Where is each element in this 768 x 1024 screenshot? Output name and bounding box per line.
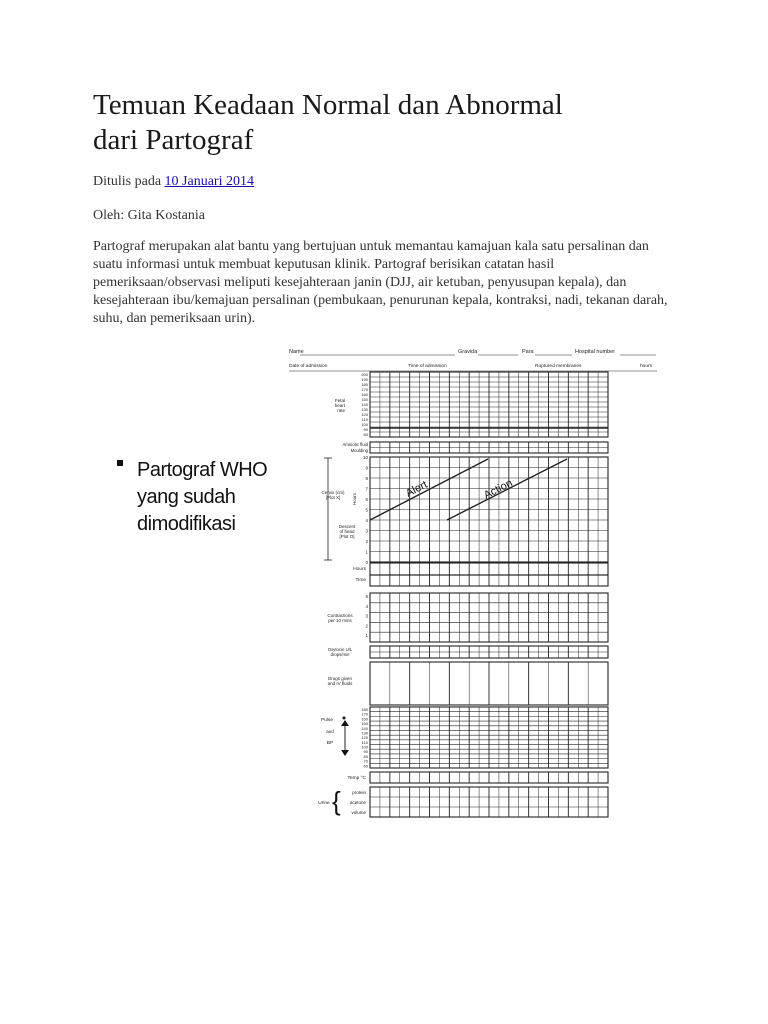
figure-caption <box>117 457 267 538</box>
urine-row-label: volume <box>351 810 366 815</box>
cervix-tick-label: 10 <box>362 455 368 460</box>
header-gravida: Gravida <box>458 349 478 355</box>
temp-label: Temp °C <box>347 776 366 781</box>
header-hours: hours <box>640 364 652 369</box>
cervix-tick-label: 3 <box>365 528 368 534</box>
descent-axis-label: [Plot O] <box>339 534 355 539</box>
caption-line-1: Partograf WHO <box>137 459 268 481</box>
article-title-line-2: dari Partograf <box>93 124 254 156</box>
pulse-tick-label: 130 <box>361 730 368 736</box>
pulse-tick-label: 160 <box>361 716 368 722</box>
pulse-tick-label: 100 <box>361 744 368 750</box>
bp-label: BP <box>326 741 334 746</box>
bullet-icon <box>117 460 123 466</box>
pulse-tick-label: 180 <box>361 707 368 712</box>
cervix-tick-label: 9 <box>365 465 368 471</box>
header-ruptured: Ruptured membranes <box>535 364 582 369</box>
descent-axis-label: of head <box>339 529 355 534</box>
partograph-figure <box>280 340 660 820</box>
header-admission: Date of admission <box>289 364 328 369</box>
cervix-axis-label: Cervix (cm) <box>321 490 345 495</box>
hours-side-label: Hours <box>352 492 357 505</box>
time-row-label: Time <box>355 578 366 583</box>
fhr-tick-label: 190 <box>361 377 368 382</box>
oxytocin-label: drops/min <box>330 652 350 657</box>
posted-line <box>93 173 254 191</box>
hours-row-label: Hours <box>353 567 366 572</box>
pulse-tick-label: 110 <box>361 739 368 745</box>
drugs-label: and IV fluids <box>327 681 353 686</box>
urine-row-label: acetone <box>349 800 366 805</box>
moulding-label: Moulding <box>350 448 368 453</box>
pulse-tick-label: 60 <box>363 763 368 769</box>
contraction-tick-label: 4 <box>365 603 368 609</box>
pulse-tick-label: 120 <box>361 735 368 741</box>
contraction-tick-label: 3 <box>365 613 368 619</box>
contraction-tick-label: 2 <box>365 623 368 629</box>
article-paragraph: Partograf merupakan alat bantu yang bertujuan untuk memantau kamajuan kala satu persalinan dan suatu informasi untuk membuat keputusan klinik. Partograf berisikan catatan hasil pemeriksaan/observasi meliputi kesejahteraan janin (DJJ, air ketuban, penyusupan kepala), dan kesejahteraan ibu/kemajuan persalinan (pembukaan, penurunan kepala, kontraksi, nadi, tekanan darah, suhu, dan pemeriksaan urin). <box>93 239 668 326</box>
caption-line-2: yang sudah <box>137 486 236 508</box>
fhr-tick-label: 130 <box>361 407 368 412</box>
author-line: Oleh: Gita Kostania <box>93 208 205 223</box>
urine-brace-icon: { <box>332 786 341 816</box>
pulse-and-label: and <box>326 729 334 734</box>
fhr-tick-label: 200 <box>361 372 368 377</box>
cervix-tick-label: 4 <box>365 518 368 523</box>
urine-row-label: protein <box>352 790 366 795</box>
fhr-axis-label: heart <box>334 403 345 408</box>
fhr-tick-label: 90 <box>363 427 368 432</box>
fhr-tick-label: 170 <box>361 387 368 392</box>
contraction-tick-label: 1 <box>365 633 368 639</box>
contractions-label: per 10 mins <box>328 618 352 623</box>
posted-date-link[interactable]: 10 Januari 2014 <box>164 174 254 189</box>
cervix-tick-label: 5 <box>365 507 368 513</box>
header-name: Name <box>289 349 304 355</box>
header-para: Para <box>522 349 534 355</box>
cervix-tick-label: 6 <box>365 497 368 502</box>
pulse-tick-label: 80 <box>363 753 368 759</box>
action-label: Action <box>481 477 515 502</box>
oxytocin-label: Oxytocin U/L <box>327 647 353 652</box>
caption-line-3: dimodifikasi <box>137 513 236 535</box>
fhr-tick-label: 140 <box>361 402 368 407</box>
pulse-dot-icon <box>343 717 346 720</box>
cervix-axis-label: [Plot X] <box>325 495 341 500</box>
pulse-tick-label: 170 <box>361 711 368 717</box>
cervix-tick-label: 0 <box>365 560 368 565</box>
cervix-tick-label: 1 <box>365 549 368 555</box>
article-title-line-1: Temuan Keadaan Normal dan Abnormal <box>93 89 563 121</box>
cervix-tick-label: 2 <box>365 539 368 544</box>
pulse-label: Pulse <box>321 718 333 723</box>
alert-label: Alert <box>403 478 430 500</box>
pulse-tick-label: 70 <box>363 758 368 764</box>
posted-prefix: Ditulis pada <box>93 174 165 189</box>
fhr-tick-label: 110 <box>361 417 368 422</box>
bp-arrow-up-icon <box>341 720 349 726</box>
fhr-tick-label: 150 <box>361 397 368 402</box>
article-title <box>93 88 693 158</box>
fhr-tick-label: 120 <box>361 412 368 417</box>
contractions-label: Contractions <box>327 613 353 618</box>
header-hospital: Hospital number <box>575 349 616 355</box>
descent-axis-label: Descent <box>338 524 356 529</box>
fhr-axis-label: Fetal <box>334 398 345 403</box>
pulse-tick-label: 140 <box>361 725 368 731</box>
fhr-tick-label: 160 <box>361 392 368 397</box>
cervix-tick-label: 7 <box>365 486 368 492</box>
pulse-tick-label: 150 <box>361 721 368 727</box>
fhr-axis-label: rate <box>337 408 345 413</box>
fhr-tick-label: 80 <box>363 432 368 437</box>
urine-label: Urine <box>318 801 330 806</box>
fhr-tick-label: 100 <box>361 422 368 427</box>
cervix-tick-label: 8 <box>365 476 368 481</box>
drugs-label: Drugs given <box>327 676 353 681</box>
fhr-tick-label: 180 <box>361 382 368 387</box>
contraction-tick-label: 5 <box>365 594 368 599</box>
header-time-admission: Time of admission <box>408 364 447 369</box>
bp-arrow-down-icon <box>341 750 349 756</box>
pulse-tick-label: 90 <box>363 749 368 755</box>
amniotic-label: Amniotic fluid <box>342 442 368 447</box>
